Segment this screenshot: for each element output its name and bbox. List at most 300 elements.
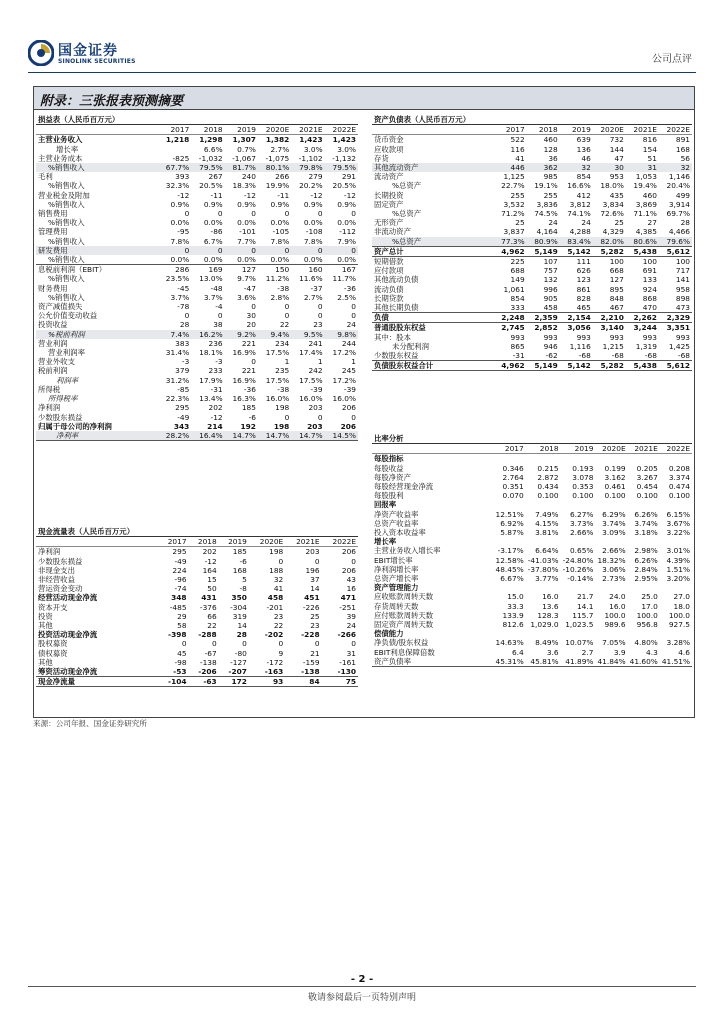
cell-value: 3.67% [666, 518, 690, 528]
cell-value: 3,140 [593, 323, 626, 333]
cell-value: 848 [609, 293, 624, 303]
cell-value: 31.2% [165, 375, 190, 385]
table-row [36, 413, 358, 422]
row-label: 公允价值变动收益 [38, 311, 98, 321]
cell-value: 19.9% [265, 181, 290, 191]
cell-value: 9.8% [325, 330, 358, 339]
cell-value: 132 [543, 275, 558, 285]
table-row [36, 330, 358, 339]
cell-value: 0.0% [337, 255, 356, 265]
cell-value: 11.2% [265, 274, 290, 284]
cell-value: 32.3% [165, 181, 190, 191]
cell-value: 21.7 [576, 592, 594, 602]
cell-value: -825 [172, 153, 190, 163]
cell-value: 29 [177, 611, 187, 621]
cell-value: 458 [267, 593, 284, 603]
cell-value: 31 [626, 163, 659, 172]
cell-value: 22 [279, 320, 290, 330]
cell-value: 221 [241, 366, 256, 376]
cell-value: 56 [680, 153, 690, 163]
row-label: 流动负债 [374, 284, 404, 294]
cell-value: 31 [346, 648, 356, 658]
row-label: 其中：股本 [374, 332, 411, 342]
cell-value: 47 [614, 153, 624, 163]
table-row [372, 620, 692, 629]
cell-value: 71.2% [501, 209, 525, 219]
cell-value: 0 [212, 639, 217, 649]
year-header: 2017 [494, 125, 527, 135]
cell-value: 202 [208, 403, 223, 413]
cell-value: -31 [210, 384, 223, 394]
table-row [372, 200, 692, 209]
table-row [372, 218, 692, 227]
cell-value: 0.474 [668, 482, 690, 492]
cell-value: 0.0% [203, 255, 223, 265]
cell-value: -96 [174, 575, 187, 585]
cell-value: 1,023.5 [565, 620, 594, 630]
cell-value: 0.0% [170, 218, 190, 228]
cell-value: 24 [548, 218, 558, 228]
cell-value: 20 [246, 320, 256, 330]
table-row [36, 191, 358, 200]
cell-value: -41.03% [527, 555, 559, 565]
cell-value: 295 [175, 403, 190, 413]
cell-value: 3.01% [666, 546, 690, 556]
cell-value: 267 [208, 172, 223, 182]
cell-value: 7.49% [535, 509, 559, 519]
cell-value: 0 [351, 302, 356, 312]
cell-value: 185 [241, 403, 256, 413]
cell-value: 2,359 [527, 313, 560, 323]
cell-value: 0.9% [203, 199, 223, 209]
cell-value: 1,215 [602, 341, 624, 351]
cell-value: 362 [527, 163, 560, 172]
cell-value: 66 [207, 611, 217, 621]
row-label: 税前利润 [38, 366, 68, 376]
cell-value: 79.6% [659, 237, 692, 247]
year-header: 2021E [285, 537, 321, 547]
cell-value: 28 [179, 320, 190, 330]
cell-value: 23 [313, 320, 323, 330]
table-row [36, 181, 358, 190]
cell-value: 136 [576, 144, 591, 154]
cell-value: -226 [302, 602, 320, 612]
cell-value: 83.4% [560, 237, 593, 247]
year-header: 2018 [191, 125, 224, 135]
table-row [372, 565, 692, 574]
table-row [36, 431, 358, 441]
cell-value: 24 [581, 218, 591, 228]
income-statement-table [36, 115, 358, 441]
cell-value: 6.64% [535, 546, 559, 556]
cell-value: 0.65% [569, 546, 594, 556]
cell-value: 295 [172, 547, 187, 557]
cell-value: 1,061 [503, 284, 525, 294]
cell-value: 14.5% [325, 431, 358, 441]
cell-value: -12 [310, 190, 323, 200]
cell-value [595, 500, 627, 509]
forecast-summary-frame [33, 86, 695, 718]
row-label: 存货 [374, 153, 389, 163]
cell-value: 0 [314, 556, 320, 566]
year-header: 2020E [595, 444, 627, 454]
table-row [372, 611, 692, 620]
table-row [372, 491, 692, 500]
cell-value: 3.18% [634, 528, 658, 538]
table-row [36, 163, 358, 172]
cell-value: 100.0 [604, 610, 626, 620]
cell-value: 1,053 [635, 172, 657, 182]
cell-value: 58 [177, 621, 187, 631]
table-heading: 比率分析 [372, 434, 692, 444]
cell-value: 198 [273, 421, 290, 431]
cell-value: -95 [177, 227, 190, 237]
cell-value: 20.5% [332, 181, 356, 191]
cell-value: 9.5% [291, 330, 324, 339]
cell-value: 5,142 [560, 361, 593, 371]
cell-value: 4,329 [602, 227, 624, 237]
cell-value: 898 [675, 293, 690, 303]
year-header: 2020E [258, 125, 291, 135]
row-label: 主营业务成本 [38, 153, 83, 163]
cell-value: 30 [246, 311, 256, 321]
row-label: 管理费用 [38, 227, 68, 237]
cell-value: 393 [175, 172, 190, 182]
row-label: 无形资产 [374, 218, 404, 228]
cell-value: -201 [266, 602, 284, 612]
cell-value: -138 [301, 667, 320, 677]
cell-value: 0.100 [537, 491, 559, 501]
cell-value: 0 [217, 209, 223, 219]
table-row [372, 191, 692, 200]
table-row [36, 575, 358, 584]
cell-value: 861 [576, 284, 591, 294]
cell-value: 2.764 [502, 472, 524, 482]
cell-value [660, 500, 692, 509]
cell-value: 192 [240, 421, 256, 431]
row-label: 总资产增长率 [374, 574, 419, 584]
cell-value: -288 [198, 630, 217, 640]
year-header: 2019 [561, 444, 596, 454]
page-number: - 2 - [350, 974, 374, 985]
cell-value: 24 [346, 621, 356, 631]
cell-value: 127 [225, 265, 258, 275]
row-label: 固定资产 [374, 199, 404, 209]
table-row [36, 293, 358, 302]
cell-value: 435 [609, 190, 624, 200]
row-label: 少数股东权益 [374, 351, 419, 361]
row-label: 销售费用 [38, 209, 68, 219]
cell-value: 5,282 [593, 361, 626, 371]
cell-value: 84 [285, 677, 321, 687]
cell-value: 198 [275, 403, 290, 413]
table-row [36, 154, 358, 163]
cell-value: 18.32% [597, 555, 626, 565]
cell-value: 20.5% [199, 181, 223, 191]
table-row [36, 403, 358, 412]
cell-value: 185 [232, 547, 247, 557]
table-row [36, 394, 358, 403]
cell-value: 17.2% [332, 375, 356, 385]
table-row [36, 366, 358, 375]
cell-value: 0.0% [303, 255, 323, 265]
row-label: 每股净资产 [374, 472, 411, 482]
cell-value: -86 [210, 227, 223, 237]
cell-value: 717 [675, 266, 690, 276]
cell-value: -104 [158, 677, 188, 687]
cell-value: 3,244 [626, 323, 659, 333]
table-row [372, 546, 692, 555]
cell-value: -98 [174, 657, 187, 667]
cell-value: 32 [659, 163, 692, 172]
cell-value: 471 [340, 593, 356, 603]
row-label: 投资收益 [38, 320, 68, 330]
table-row [36, 658, 358, 667]
cell-value: 2.73% [602, 574, 626, 584]
cell-value: 0 [184, 311, 190, 321]
table-row [372, 657, 692, 667]
table-row [36, 593, 358, 602]
row-label: 净利率 [36, 431, 158, 441]
cell-value: 0 [317, 302, 323, 312]
table-row [36, 320, 358, 329]
cell-value: 50 [207, 584, 217, 594]
cell-value: -24.80% [562, 555, 594, 565]
cell-value: 41 [273, 584, 284, 594]
table-row [36, 677, 358, 687]
table-row [372, 209, 692, 218]
row-label: 负债 [372, 313, 494, 323]
cell-value: 164 [202, 565, 217, 575]
year-header: 2019 [219, 537, 249, 547]
row-label: 资产总计 [372, 246, 494, 256]
table-heading: 现金流量表（人民币百万元） [36, 527, 358, 537]
cell-value: 895 [609, 284, 624, 294]
cell-value: 956.8 [636, 620, 658, 630]
cell-value: 5 [242, 575, 247, 585]
cell-value: 45.81% [526, 657, 561, 667]
cell-value: 33.3 [507, 601, 524, 611]
cell-value: 150 [258, 265, 291, 275]
cell-value: -67 [204, 648, 217, 658]
table-row [372, 638, 692, 647]
cell-value: 14 [237, 621, 247, 631]
cell-value: 868 [642, 293, 657, 303]
cell-value: 240 [241, 172, 256, 182]
cell-value: -11 [210, 190, 223, 200]
cell-value: -62 [545, 351, 558, 361]
table-row [36, 348, 358, 357]
table-row [372, 473, 692, 482]
cell-value: 172 [219, 677, 249, 687]
cell-value: 4,466 [668, 227, 690, 237]
cell-value: -1,067 [232, 153, 256, 163]
row-label: %销售收入 [48, 181, 85, 191]
cell-value: 75 [322, 677, 358, 687]
cell-value: 688 [510, 266, 525, 276]
table-row [36, 145, 358, 154]
cell-value: 7.9% [337, 236, 356, 246]
cell-value: 28.2% [158, 431, 191, 441]
cell-value: 3.74% [602, 518, 626, 528]
cell-value: 1,423 [332, 135, 356, 145]
balance-sheet-table [372, 115, 692, 371]
brand-name-cn: 国金证券 [58, 43, 118, 59]
row-label: 总资产收益率 [374, 518, 419, 528]
cell-value: -12 [204, 556, 217, 566]
cell-value: 203 [305, 547, 320, 557]
row-label: %总资产 [372, 237, 494, 247]
cell-value: 3,836 [536, 199, 558, 209]
table-row [372, 154, 692, 163]
row-label: 营业利润 [38, 338, 68, 348]
cell-value: -3 [215, 357, 223, 367]
table-row [36, 603, 358, 612]
cell-value: -53 [173, 667, 187, 677]
cell-value: 17.0 [641, 601, 658, 611]
cell-value: 16.0 [542, 592, 559, 602]
table-row [36, 246, 358, 255]
cell-value: 499 [675, 190, 690, 200]
row-label: 净利润增长率 [374, 564, 419, 574]
cell-value: 12.51% [495, 509, 524, 519]
ratio-analysis-table [372, 434, 692, 667]
cell-value: 80.9% [527, 237, 560, 247]
table-row [372, 361, 692, 371]
year-header: 2021E [291, 125, 324, 135]
row-label: 增长率 [56, 144, 79, 154]
cell-value: 3.162 [604, 472, 626, 482]
cell-value: 6.27% [569, 509, 594, 519]
table-row [372, 313, 692, 323]
cell-value: -3.17% [497, 546, 524, 556]
cell-value: 0.0% [170, 255, 190, 265]
cell-value: 16.0% [332, 394, 356, 404]
table-row [36, 311, 358, 320]
cell-value: 0 [184, 209, 190, 219]
cell-value: -3 [181, 357, 190, 367]
row-label: 营运资金变动 [38, 584, 83, 594]
table-row [36, 639, 358, 648]
cell-value: 757 [543, 266, 558, 276]
row-label: 投资活动现金净流 [38, 630, 98, 640]
table-row [372, 163, 692, 172]
cell-value: 13.4% [199, 394, 223, 404]
row-label: 净负债/股东权益 [374, 638, 429, 648]
table-row [372, 351, 692, 361]
row-label: 其他流动资产 [372, 163, 494, 172]
year-header-blank [372, 444, 494, 454]
cell-value: 1,423 [299, 135, 323, 145]
cell-value: 958 [675, 284, 690, 294]
cell-value: 0 [284, 302, 290, 312]
cell-value: 1,307 [232, 135, 256, 145]
cell-value: 1,319 [635, 341, 657, 351]
cell-value: 234 [275, 338, 290, 348]
table-row [36, 376, 358, 385]
cell-value: -48 [210, 283, 223, 293]
row-label: 长期贷款 [374, 293, 404, 303]
table-row [372, 519, 692, 528]
cell-value [561, 454, 596, 464]
cell-value: 2,210 [593, 313, 626, 323]
row-label: 资产管理能力 [374, 583, 419, 593]
cell-value: 2.872 [537, 472, 559, 482]
cell-value [660, 629, 692, 638]
cell-value: 144 [609, 144, 624, 154]
cell-value: 80.6% [626, 237, 659, 247]
cell-value: 2,329 [659, 313, 692, 323]
cell-value: 100 [593, 257, 626, 267]
cell-value: 1,382 [265, 135, 290, 145]
cell-value [595, 583, 627, 592]
cell-value: 985 [543, 172, 558, 182]
cell-value [561, 629, 596, 638]
cell-value: 221 [241, 338, 256, 348]
year-header: 2017 [494, 444, 526, 454]
row-label: 每股股利 [374, 491, 404, 501]
appendix-title: 附录：三张报表预测摘要 [40, 94, 184, 109]
row-label: 长期投资 [374, 190, 404, 200]
row-label: 归属于母公司的净利润 [38, 421, 112, 431]
cell-value: 3.28% [666, 638, 690, 648]
cell-value: 2.7% [270, 144, 290, 154]
year-header: 2022E [322, 537, 358, 547]
row-label: 未分配利润 [392, 341, 429, 351]
table-row [36, 566, 358, 575]
row-label: 研发费用 [36, 246, 158, 255]
row-label: 资产负债率 [372, 657, 494, 667]
table-row [36, 357, 358, 366]
cell-value: -159 [302, 657, 320, 667]
row-label: 资产减值损失 [38, 302, 83, 312]
cell-value: -78 [177, 302, 190, 312]
row-label: %销售收入 [48, 292, 85, 302]
cell-value: 100.0 [668, 610, 690, 620]
cell-value: 128 [543, 144, 558, 154]
cell-value: 0 [251, 302, 256, 312]
cell-value: -228 [301, 630, 320, 640]
year-header: 2020E [249, 537, 285, 547]
cell-value: 0 [351, 556, 356, 566]
cell-value: 0.205 [636, 463, 658, 473]
cell-value: 1,298 [199, 135, 223, 145]
cell-value: 927.5 [668, 620, 690, 630]
cell-value: 69.7% [666, 209, 690, 219]
cell-value: 865 [510, 341, 525, 351]
row-label: 投入资本收益率 [374, 528, 426, 538]
cell-value: 0.100 [636, 491, 658, 501]
cell-value: -38 [277, 384, 290, 394]
cell-value: 128.3 [537, 610, 559, 620]
cell-value [595, 629, 627, 638]
table-row [36, 284, 358, 293]
cell-value: -163 [264, 667, 284, 677]
cell-value: 168 [675, 144, 690, 154]
cell-value: 4.6 [678, 647, 690, 657]
cell-value: 16.3% [232, 394, 256, 404]
cell-value [628, 454, 660, 464]
cell-value: -108 [305, 227, 323, 237]
cell-value: 5,438 [626, 246, 659, 256]
cell-value: 67.7% [158, 163, 191, 172]
cell-value: 7.05% [602, 638, 626, 648]
row-label: 少数股东损益 [38, 412, 83, 422]
cell-value: 74.5% [534, 209, 558, 219]
cell-value: 4.3 [646, 647, 658, 657]
cell-value: 0 [317, 209, 323, 219]
cell-value: 816 [642, 135, 657, 145]
